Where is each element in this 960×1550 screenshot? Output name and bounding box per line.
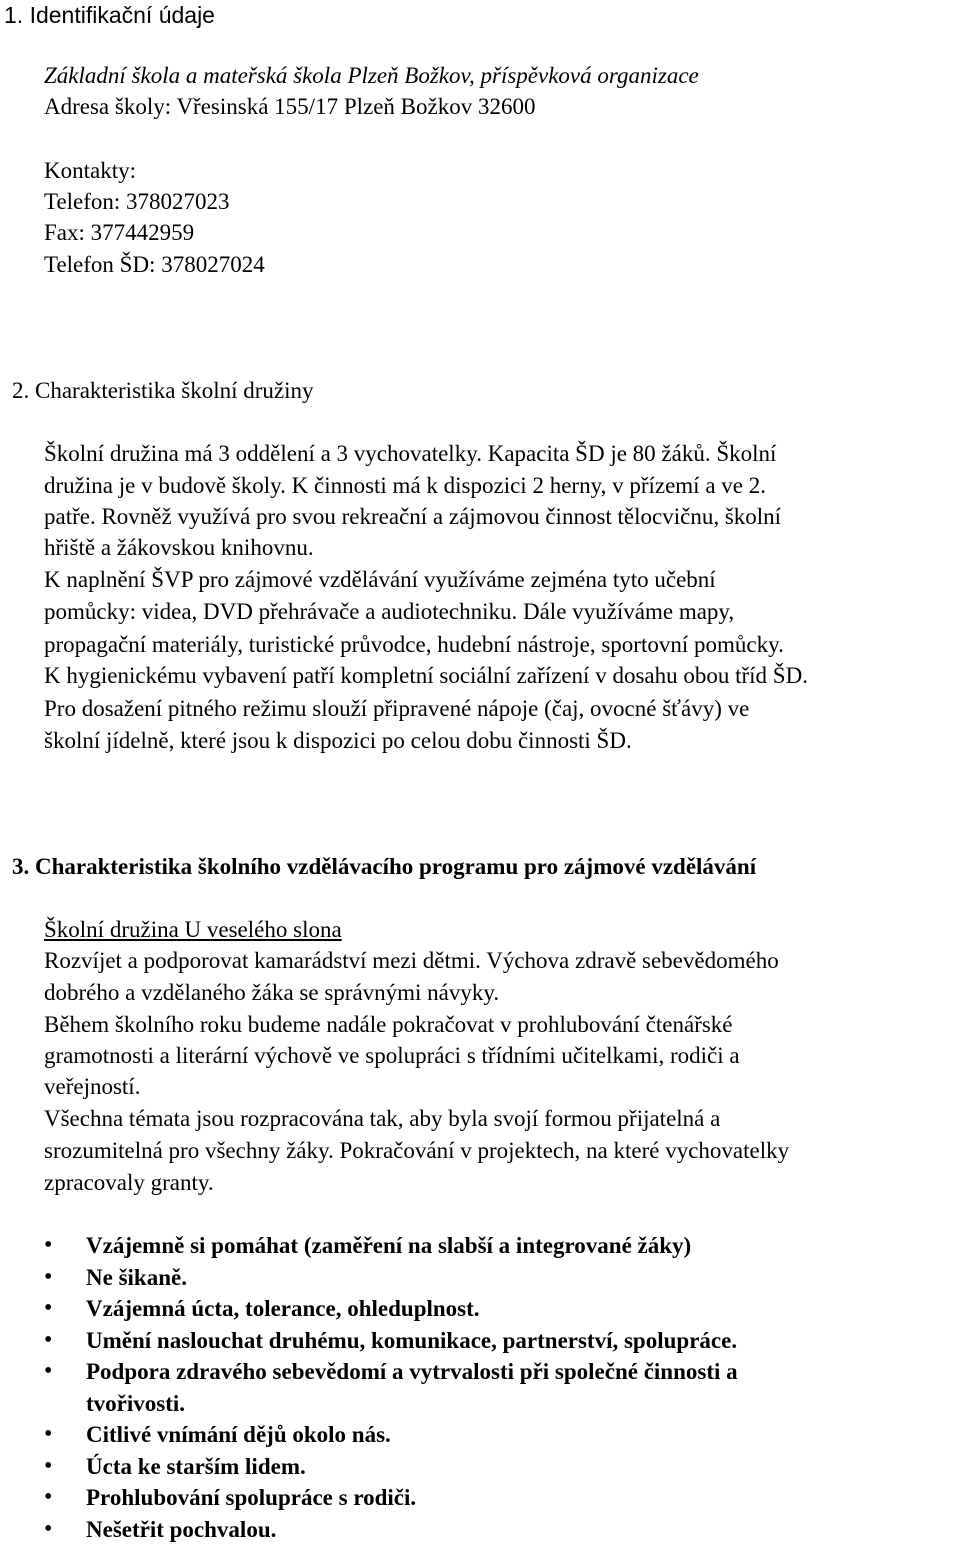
contact-fax: Fax: 377442959 <box>44 220 195 245</box>
goals-list-item: • Nešetřit pochvalou. <box>44 1514 924 1546</box>
section-2-line: družina je v budově školy. K činnosti má k dispozici 2 herny, v přízemí a ve 2. <box>44 473 766 498</box>
goals-list-item: • Vzájemně si pomáhat (zaměření na slabší a integrované žáky) <box>44 1230 924 1262</box>
section-3-line: veřejností. <box>44 1074 141 1099</box>
section-3-heading: 3. Charakteristika školního vzdělávacího programu pro zájmové vzdělávání <box>12 854 757 879</box>
section-3-line: dobrého a vzdělaného žáka se správnými návyky. <box>44 980 500 1005</box>
goals-list-item: • Ne šikaně. <box>44 1262 924 1294</box>
section-3-line: Všechna témata jsou rozpracována tak, aby byla svojí formou přijatelná a <box>44 1106 721 1131</box>
program-name: Školní družina U veselého slona <box>44 917 342 942</box>
contact-phone: Telefon: 378027023 <box>44 189 230 214</box>
contact-phone-sd: Telefon ŠD: 378027024 <box>44 252 265 277</box>
section-3-line: Během školního roku budeme nadále pokračovat v prohlubování čtenářské <box>44 1012 733 1037</box>
section-3-line: Rozvíjet a podporovat kamarádství mezi dětmi. Výchova zdravě sebevědomého <box>44 948 779 973</box>
school-address: Adresa školy: Vřesinská 155/17 Plzeň Božkov 32600 <box>44 94 536 119</box>
section-2-line: pomůcky: videa, DVD přehrávače a audiotechniku. Dále využíváme mapy, <box>44 599 735 624</box>
goals-list-item-continuation: tvořivosti. <box>86 1390 186 1416</box>
contacts-label: Kontakty: <box>44 158 136 183</box>
section-2-line: propagační materiály, turistické průvodce, hudební nástroje, sportovní pomůcky. <box>44 632 784 657</box>
section-2-heading: 2. Charakteristika školní družiny <box>12 378 314 403</box>
section-1-heading: 1. Identifikační údaje <box>4 2 215 28</box>
section-2-line: patře. Rovněž využívá pro svou rekreační a zájmovou činnost tělocvičnu, školní <box>44 504 782 529</box>
section-3-line: srozumitelná pro všechny žáky. Pokračování v projektech, na které vychovatelky <box>44 1138 790 1163</box>
section-3-line: gramotnosti a literární výchově ve spolupráci s třídními učitelkami, rodiči a <box>44 1043 740 1068</box>
section-2-line: K naplnění ŠVP pro zájmové vzdělávání využíváme zejména tyto učební <box>44 567 716 592</box>
goals-list-item: • Vzájemná úcta, tolerance, ohleduplnost. <box>44 1293 924 1325</box>
school-name: Základní škola a mateřská škola Plzeň Božkov, příspěvková organizace <box>44 63 699 88</box>
section-2-line: Školní družina má 3 oddělení a 3 vychovatelky. Kapacita ŠD je 80 žáků. Školní <box>44 441 777 466</box>
goals-list-item: • Podpora zdravého sebevědomí a vytrvalosti při společné činnosti a <box>44 1356 924 1388</box>
section-2-line: školní jídelně, které jsou k dispozici po celou dobu činnosti ŠD. <box>44 728 632 753</box>
goals-list-item: • Prohlubování spolupráce s rodiči. <box>44 1482 924 1514</box>
section-3-line: zpracovaly granty. <box>44 1170 214 1195</box>
goals-list <box>44 1230 924 1545</box>
goals-list-item: • Citlivé vnímání dějů okolo nás. <box>44 1419 924 1451</box>
section-2-line: Pro dosažení pitného režimu slouží připravené nápoje (čaj, ovocné šťávy) ve <box>44 696 750 721</box>
section-2-line: hřiště a žákovskou knihovnu. <box>44 535 314 560</box>
section-2-line: K hygienickému vybavení patří kompletní sociální zařízení v dosahu obou tříd ŠD. <box>44 663 808 688</box>
goals-list-item: • Úcta ke starším lidem. <box>44 1451 924 1483</box>
goals-list-item: • Umění naslouchat druhému, komunikace, partnerství, spolupráce. <box>44 1325 924 1357</box>
